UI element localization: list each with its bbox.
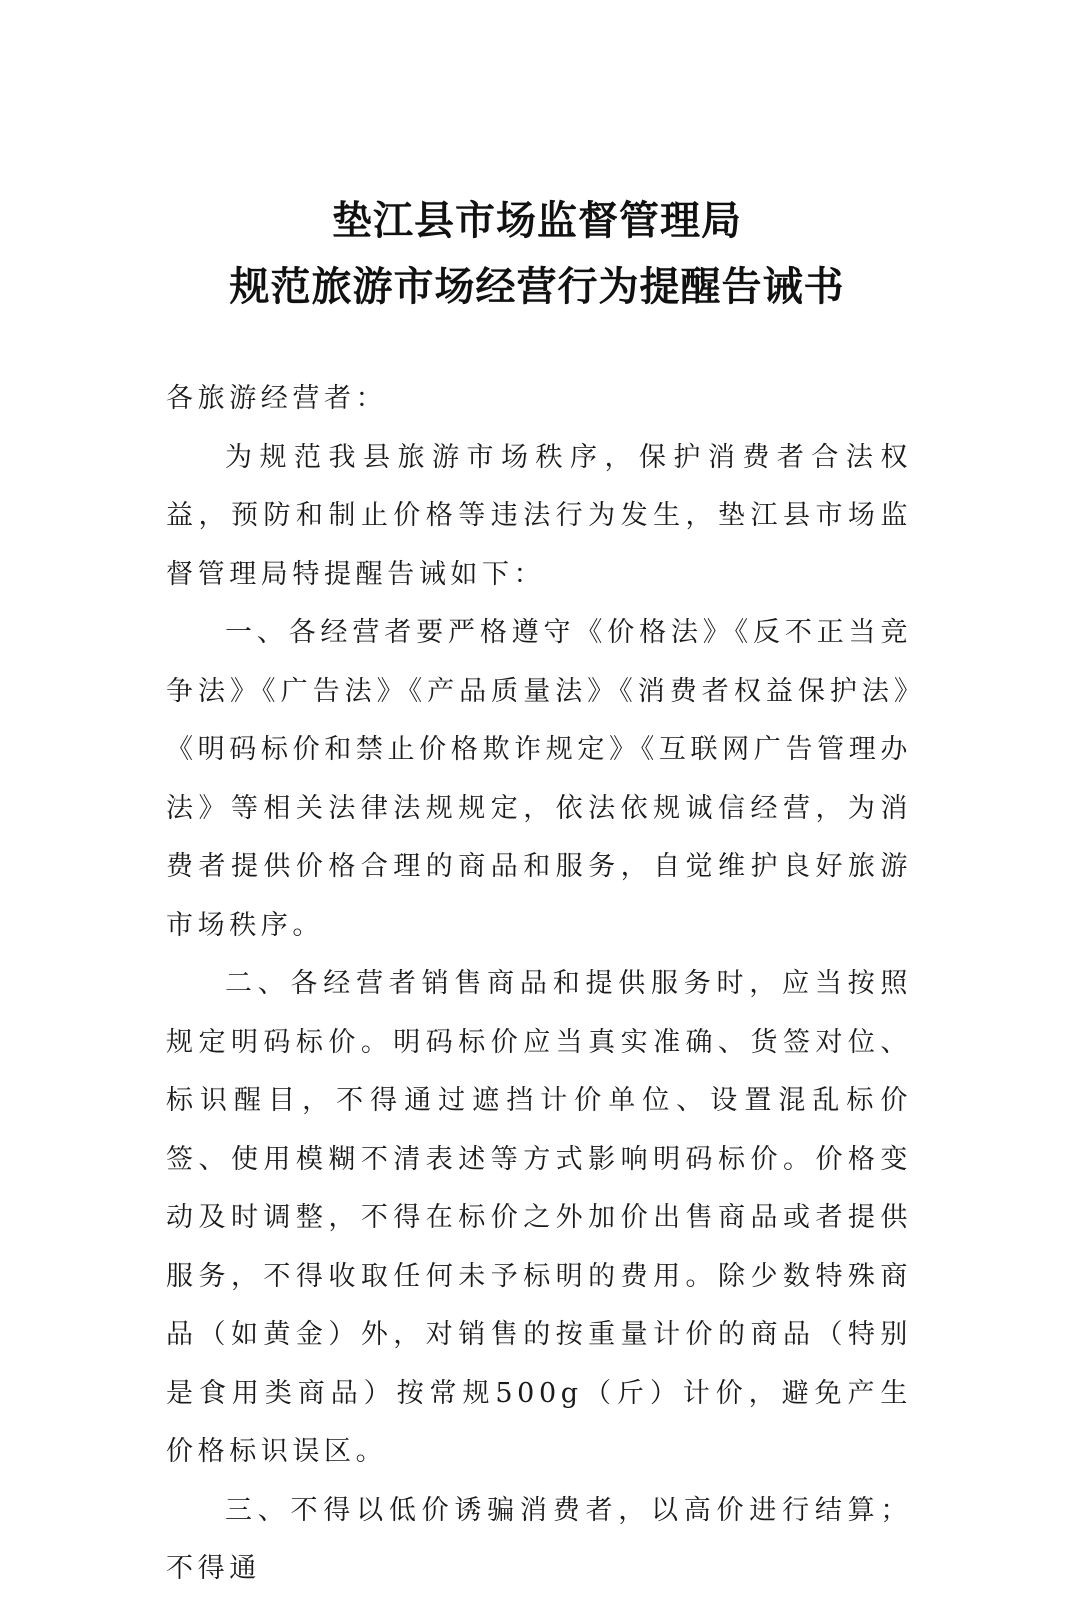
- document-body: [166, 370, 912, 1599]
- paragraph-item-2: 二、各经营者销售商品和提供服务时，应当按照规定明码标价。明码标价应当真实准确、货签对位、标识醒目，不得通过遮挡计价单位、设置混乱标价签、使用模糊不清表述等方式影响明码标价。价格变动及时调整，不得在标价之外加价出售商品或者提供服务，不得收取任何未予标明的费用。除少数特殊商品（如黄金）外，对销售的按重量计价的商品（特别是食用类商品）按常规500g（斤）计价，避免产生价格标识误区。: [166, 968, 912, 1467]
- paragraph-item-3: 三、不得以低价诱骗消费者，以高价进行结算；不得通: [166, 1494, 912, 1584]
- title-line-2: 规范旅游市场经营行为提醒告诫书: [229, 263, 845, 310]
- paragraph-intro: 为规范我县旅游市场秩序，保护消费者合法权益，预防和制止价格等违法行为发生，垫江县市场监督管理局特提醒告诫如下：: [166, 441, 912, 590]
- title-line-1: 垫江县市场监督管理局: [332, 197, 742, 244]
- paragraph-item-1: 一、各经营者要严格遵守《价格法》《反不正当竞争法》《广告法》《产品质量法》《消费者权益保护法》《明码标价和禁止价格欺诈规定》《互联网广告管理办法》等相关法律法规规定，依法依规诚信经营，为消费者提供价格合理的商品和服务，自觉维护良好旅游市场秩序。: [166, 617, 912, 941]
- salutation: 各旅游经营者：: [166, 383, 388, 414]
- document-title: [0, 188, 1074, 320]
